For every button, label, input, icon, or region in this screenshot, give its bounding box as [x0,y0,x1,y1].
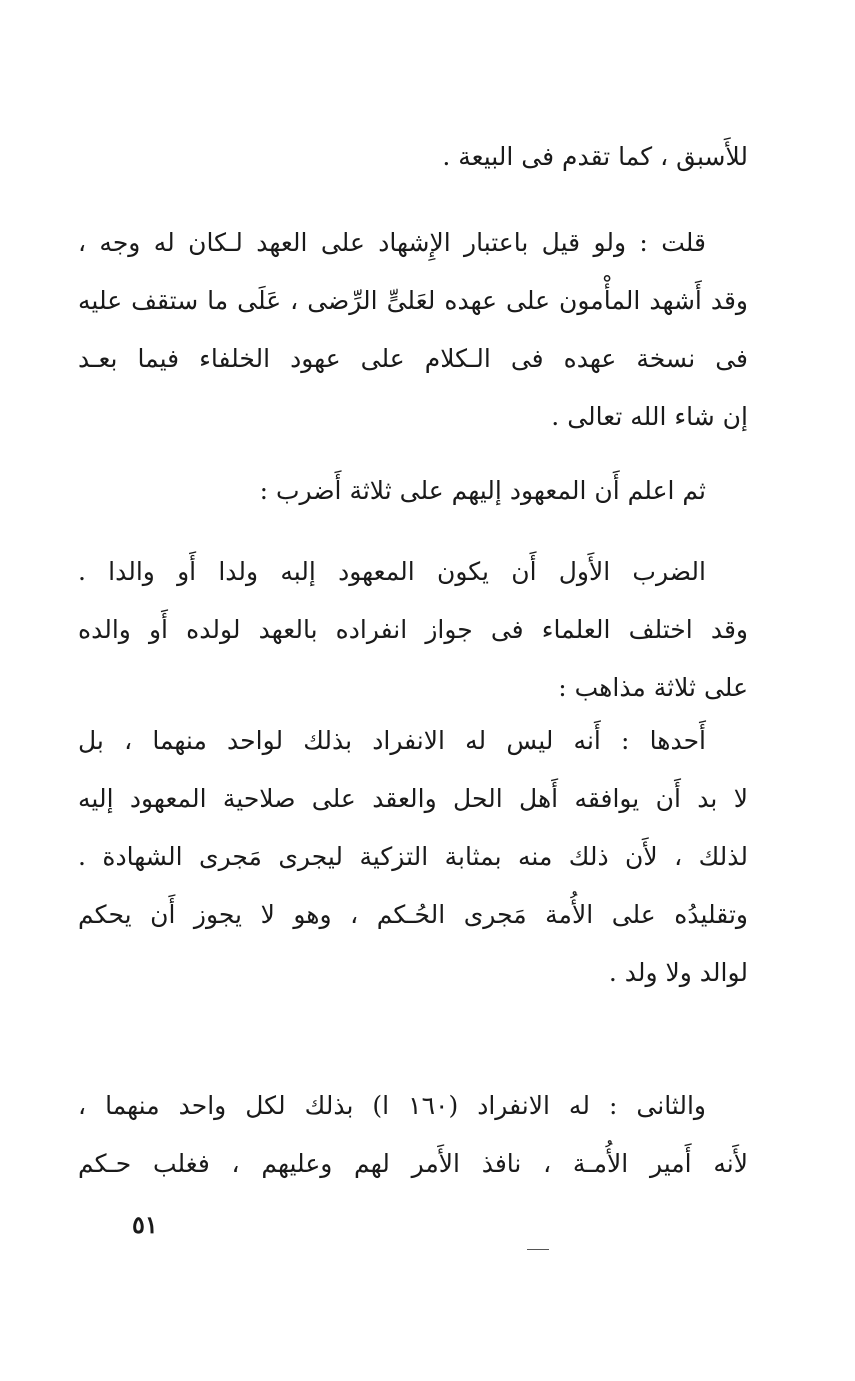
text-line: إن شاء الله تعالى . [551,402,748,431]
text-line: على ثلاثة مذاهب : [558,673,748,702]
paragraph-3 [78,462,748,520]
text-line: لا بد أَن يوافقه أَهل الحل والعقد على صلاحية المعهود إليه [78,784,748,813]
text-line: الضرب الأَول أَن يكون المعهود إلبه ولدا أَو والدا . [78,557,706,586]
text-line: وقد أَشهد المأْمون على عهده لعَلىٍّ الرِّضى ، عَلَى ما ستقف عليه [78,286,748,315]
text-line: قلت : ولو قيل باعتبار الإِشهاد على العهد لـكان له وجه ، [78,228,706,257]
paragraph-5 [78,712,748,1002]
page-number: ٥١ [132,1210,158,1239]
text-line: أَحدها : أَنه ليس له الانفراد بذلك لواحد منهما ، بل [78,726,706,755]
text-line: لذلك ، لأَن ذلك منه بمثابة التزكية ليجرى مَجرى الشهادة . [78,842,748,871]
paragraph-6 [78,1077,748,1193]
text-line: لوالد ولا ولد . [608,958,748,987]
paragraph-1 [78,128,748,186]
text-line: فى نسخة عهده فى الـكلام على عهود الخلفاء فيما بعـد [78,344,748,373]
paragraph-4 [78,543,748,717]
text-line: لأَنه أَمير الأُمـة ، نافذ الأَمر لهم وعليهم ، فغلب حـكم [78,1149,748,1178]
paragraph-2 [78,214,748,446]
text-line: وقد اختلف العلماء فى جواز انفراده بالعهد لولده أَو والده [78,615,748,644]
text-line: وتقليدُه على الأُمة مَجرى الحُـكم ، وهو لا يجوز أَن يحكم [78,900,748,929]
text-line: للأَسبق ، كما تقدم فى البيعة . [442,142,748,171]
footer-rule [527,1249,549,1250]
text-line: والثانى : له الانفراد (١٦٠ ا) بذلك لكل واحد منهما ، [78,1091,706,1120]
text-line: ثم اعلم أَن المعهود إليهم على ثلاثة أَضرب : [259,476,706,505]
